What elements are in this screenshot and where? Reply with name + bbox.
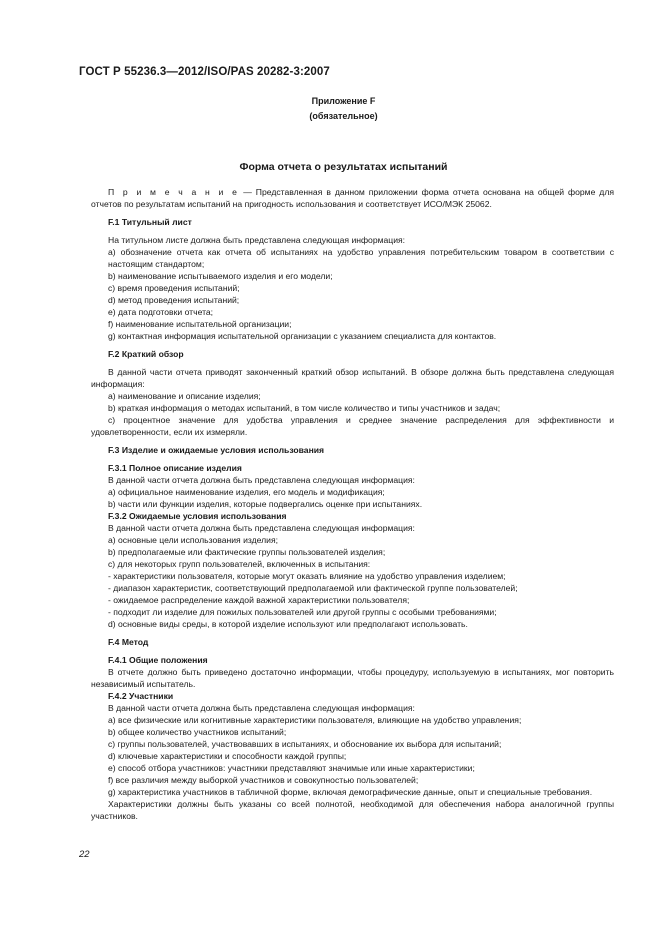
paragraph: В данной части отчета должна быть представлена следующая информация: [108,703,415,713]
list-item: c) процентное значение для удобства управления и среднее значение распределения для эффективности и удовлетворенности, если их измеряли. [91,415,614,437]
note-lead: П р и м е ч а н и е [108,187,240,197]
section-heading-f3: F.3 Изделие и ожидаемые условия использования [108,445,325,455]
list-item: - диапазон характеристик, соответствующий предполагаемой или фактической группе пользователей; [108,583,518,593]
note-text: — Представленная в данном приложении форма отчета основана на общей форме для отчетов по результатам испытаний на пригодность использования и соответствует ИСО/МЭК 25062. [91,187,614,209]
paragraph: Характеристики должны быть указаны со всей полнотой, необходимой для обеспечения набора аналогичной группы участников. [91,799,614,821]
section-heading-f2: F.2 Краткий обзор [108,349,184,359]
page-title: Форма отчета о результатах испытаний [239,161,448,173]
list-item: f) наименование испытательной организации; [108,319,292,329]
list-item: e) способ отбора участников: участники представляют значимые или иные характеристики; [108,763,475,773]
list-item: - ожидаемое распределение каждой важной характеристики пользователя; [108,595,410,605]
list-item: e) дата подготовки отчета; [108,307,214,317]
list-item: c) время проведения испытаний; [108,283,240,293]
list-item: d) основные виды среды, в которой изделие используют или предполагают использовать. [108,619,468,629]
list-item: - характеристики пользователя, которые могут оказать влияние на удобство управления изделием; [108,571,506,581]
list-item: g) характеристика участников в табличной форме, включая демографические данные, опыт и специальные требования. [108,787,593,797]
list-item: d) ключевые характеристики и способности каждой группы; [108,751,347,761]
appendix-label: Приложение F [311,96,376,106]
list-item: a) официальное наименование изделия, его модель и модификация; [108,487,385,497]
list-item: d) метод проведения испытаний; [108,295,240,305]
section-heading-f4: F.4 Метод [108,637,149,647]
subsection-heading-f41: F.4.1 Общие положения [108,655,208,665]
list-item: b) наименование испытываемого изделия и его модели; [108,271,333,281]
paragraph: В отчете должно быть приведено достаточно информации, чтобы процедуру, используемую в испытаниях, мог повторить независимый испытатель. [91,667,614,689]
paragraph: В данной части отчета должна быть представлена следующая информация: [108,475,415,485]
appendix-status: (обязательное) [309,111,378,121]
list-item: a) все физические или когнитивные характеристики пользователя, влияющие на удобство управления; [108,715,522,725]
list-item: b) краткая информация о методах испытаний, в том числе количество и типы участников и задач; [108,403,501,413]
document-body [91,186,614,822]
section-heading-f1: F.1 Титульный лист [108,217,192,227]
note-paragraph [91,186,614,210]
list-item: c) группы пользователей, участвовавших в испытаниях, и обоснование их выбора для испытаний; [108,739,502,749]
list-item: a) основные цели использования изделия; [108,535,279,545]
paragraph: В данной части отчета должна быть представлена следующая информация: [108,523,415,533]
list-item: g) контактная информация испытательной организации с указанием специалиста для контактов. [108,331,497,341]
page-number: 22 [79,849,90,860]
list-item: b) общее количество участников испытаний; [108,727,287,737]
paragraph: В данной части отчета приводят законченный краткий обзор испытаний. В обзоре должна быть представлена следующая информация: [91,367,614,389]
list-item: a) обозначение отчета как отчета об испытаниях на удобство управления потребительским товаром в соответствии с настоящим стандартом; [108,247,614,269]
list-item: c) для некоторых групп пользователей, включенных в испытания: [108,559,371,569]
list-item: f) все различия между выборкой участников и совокупностью пользователей; [108,775,419,785]
paragraph: На титульном листе должна быть представлена следующая информация: [108,235,406,245]
subsection-heading-f32: F.3.2 Ожидаемые условия использования [108,511,287,521]
list-item: b) предполагаемые или фактические группы пользователей изделия; [108,547,386,557]
list-item: a) наименование и описание изделия; [108,391,261,401]
subsection-heading-f31: F.3.1 Полное описание изделия [108,463,242,473]
list-item: - подходит ли изделие для пожилых пользователей или другой группы с особыми требованиями; [108,607,497,617]
subsection-heading-f42: F.4.2 Участники [108,691,174,701]
list-item: b) части или функции изделия, которые подвергались оценке при испытаниях. [108,499,423,509]
document-header: ГОСТ Р 55236.3—2012/ISO/PAS 20282-3:2007 [79,66,330,78]
